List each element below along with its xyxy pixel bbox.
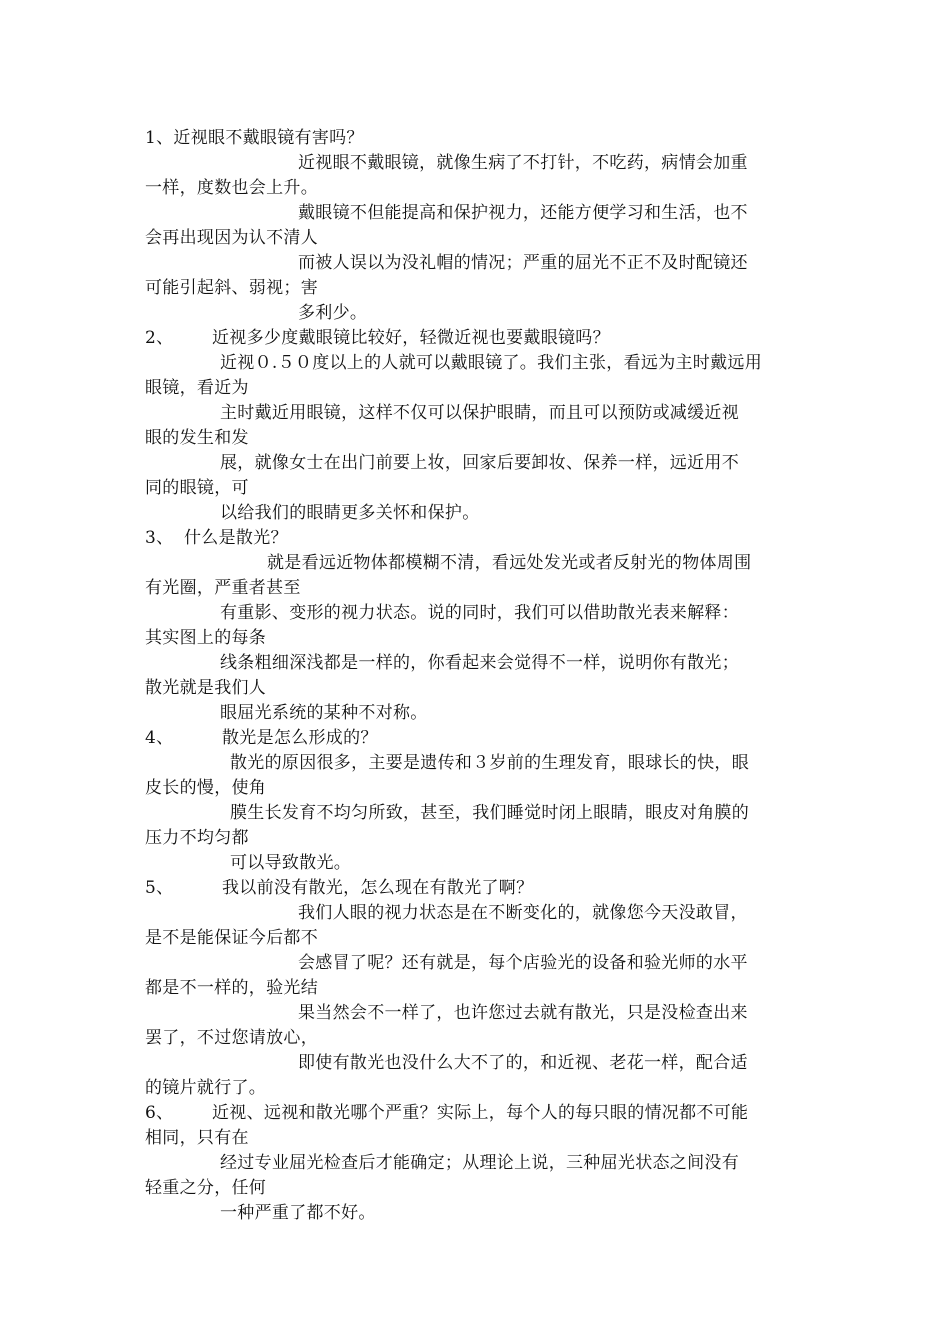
answer-4-line-4: 压力不均匀都 xyxy=(145,828,249,848)
answer-1-line-4: 会再出现因为认不清人 xyxy=(145,228,318,248)
answer-1-line-3: 戴眼镜不但能提高和保护视力，还能方便学习和生活，也不 xyxy=(298,203,748,223)
answer-3-line-1: 就是看远近物体都模糊不清，看远处发光或者反射光的物体周围 xyxy=(267,553,752,573)
question-1-heading: 1、近视眼不戴眼镜有害吗？ xyxy=(145,128,364,148)
question-2-heading: 近视多少度戴眼镜比较好，轻微近视也要戴眼镜吗？ xyxy=(212,328,610,348)
answer-3-line-5: 线条粗细深浅都是一样的，你看起来会觉得不一样，说明你有散光； xyxy=(220,653,739,673)
answer-6-line-1: 相同，只有在 xyxy=(145,1128,249,1148)
answer-5-line-3: 会感冒了呢？还有就是，每个店验光的设备和验光师的水平 xyxy=(298,953,748,973)
answer-3-line-4: 其实图上的每条 xyxy=(145,628,267,648)
answer-2-line-1: 近视０.５０度以上的人就可以戴眼镜了。我们主张，看远为主时戴远用 xyxy=(220,353,763,373)
answer-2-line-4: 眼的发生和发 xyxy=(145,428,249,448)
answer-2-line-7: 以给我们的眼睛更多关怀和保护。 xyxy=(220,503,480,523)
answer-2-line-5: 展，就像女士在出门前要上妆，回家后要卸妆、保养一样，远近用不 xyxy=(220,453,739,473)
answer-6-line-3: 轻重之分，任何 xyxy=(145,1178,267,1198)
answer-5-line-7: 即使有散光也没什么大不了的，和近视、老花一样，配合适 xyxy=(298,1053,748,1073)
answer-6-line-2: 经过专业屈光检查后才能确定；从理论上说，三种屈光状态之间没有 xyxy=(220,1153,739,1173)
answer-5-line-1: 我们人眼的视力状态是在不断变化的，就像您今天没敢冒， xyxy=(298,903,748,923)
answer-3-line-7: 眼屈光系统的某种不对称。 xyxy=(220,703,428,723)
answer-3-line-6: 散光就是我们人 xyxy=(145,678,267,698)
answer-1-line-6: 可能引起斜、弱视；害 xyxy=(145,278,318,298)
answer-1-line-1: 近视眼不戴眼镜，就像生病了不打针，不吃药，病情会加重 xyxy=(298,153,748,173)
answer-2-line-2: 眼镜，看近为 xyxy=(145,378,249,398)
question-4-heading: 散光是怎么形成的？ xyxy=(222,728,378,748)
question-6-number: 6、 xyxy=(145,1103,174,1123)
question-4-number: 4、 xyxy=(145,728,174,748)
answer-1-line-5: 而被人误以为没礼帽的情况；严重的屈光不正不及时配镜还 xyxy=(298,253,748,273)
answer-5-line-4: 都是不一样的，验光结 xyxy=(145,978,318,998)
answer-4-line-1: 散光的原因很多，主要是遗传和３岁前的生理发育，眼球长的快，眼 xyxy=(230,753,749,773)
answer-1-line-7: 多利少。 xyxy=(298,303,368,323)
answer-4-line-2: 皮长的慢，使角 xyxy=(145,778,267,798)
question-6-heading: 近视、远视和散光哪个严重？实际上，每个人的每只眼的情况都不可能 xyxy=(212,1103,749,1123)
answer-6-line-4: 一种严重了都不好。 xyxy=(220,1203,376,1223)
question-3-number: 3、 xyxy=(145,528,174,548)
answer-5-line-5: 果当然会不一样了，也许您过去就有散光，只是没检查出来 xyxy=(298,1003,748,1023)
question-2-number: 2、 xyxy=(145,328,174,348)
question-5-heading: 我以前没有散光，怎么现在有散光了啊？ xyxy=(222,878,534,898)
answer-4-line-3: 膜生长发育不均匀所致，甚至，我们睡觉时闭上眼睛，眼皮对角膜的 xyxy=(230,803,749,823)
answer-2-line-6: 同的眼镜，可 xyxy=(145,478,249,498)
answer-1-line-2: 一样，度数也会上升。 xyxy=(145,178,318,198)
answer-3-line-3: 有重影、变形的视力状态。说的同时，我们可以借助散光表来解释： xyxy=(220,603,739,623)
answer-5-line-6: 罢了，不过您请放心， xyxy=(145,1028,318,1048)
answer-5-line-2: 是不是能保证今后都不 xyxy=(145,928,318,948)
question-5-number: 5、 xyxy=(145,878,174,898)
answer-2-line-3: 主时戴近用眼镜，这样不仅可以保护眼睛，而且可以预防或减缓近视 xyxy=(220,403,739,423)
question-3-heading: 什么是散光？ xyxy=(184,528,288,548)
answer-4-line-5: 可以导致散光。 xyxy=(230,853,352,873)
answer-5-line-8: 的镜片就行了。 xyxy=(145,1078,267,1098)
answer-3-line-2: 有光圈，严重者甚至 xyxy=(145,578,301,598)
